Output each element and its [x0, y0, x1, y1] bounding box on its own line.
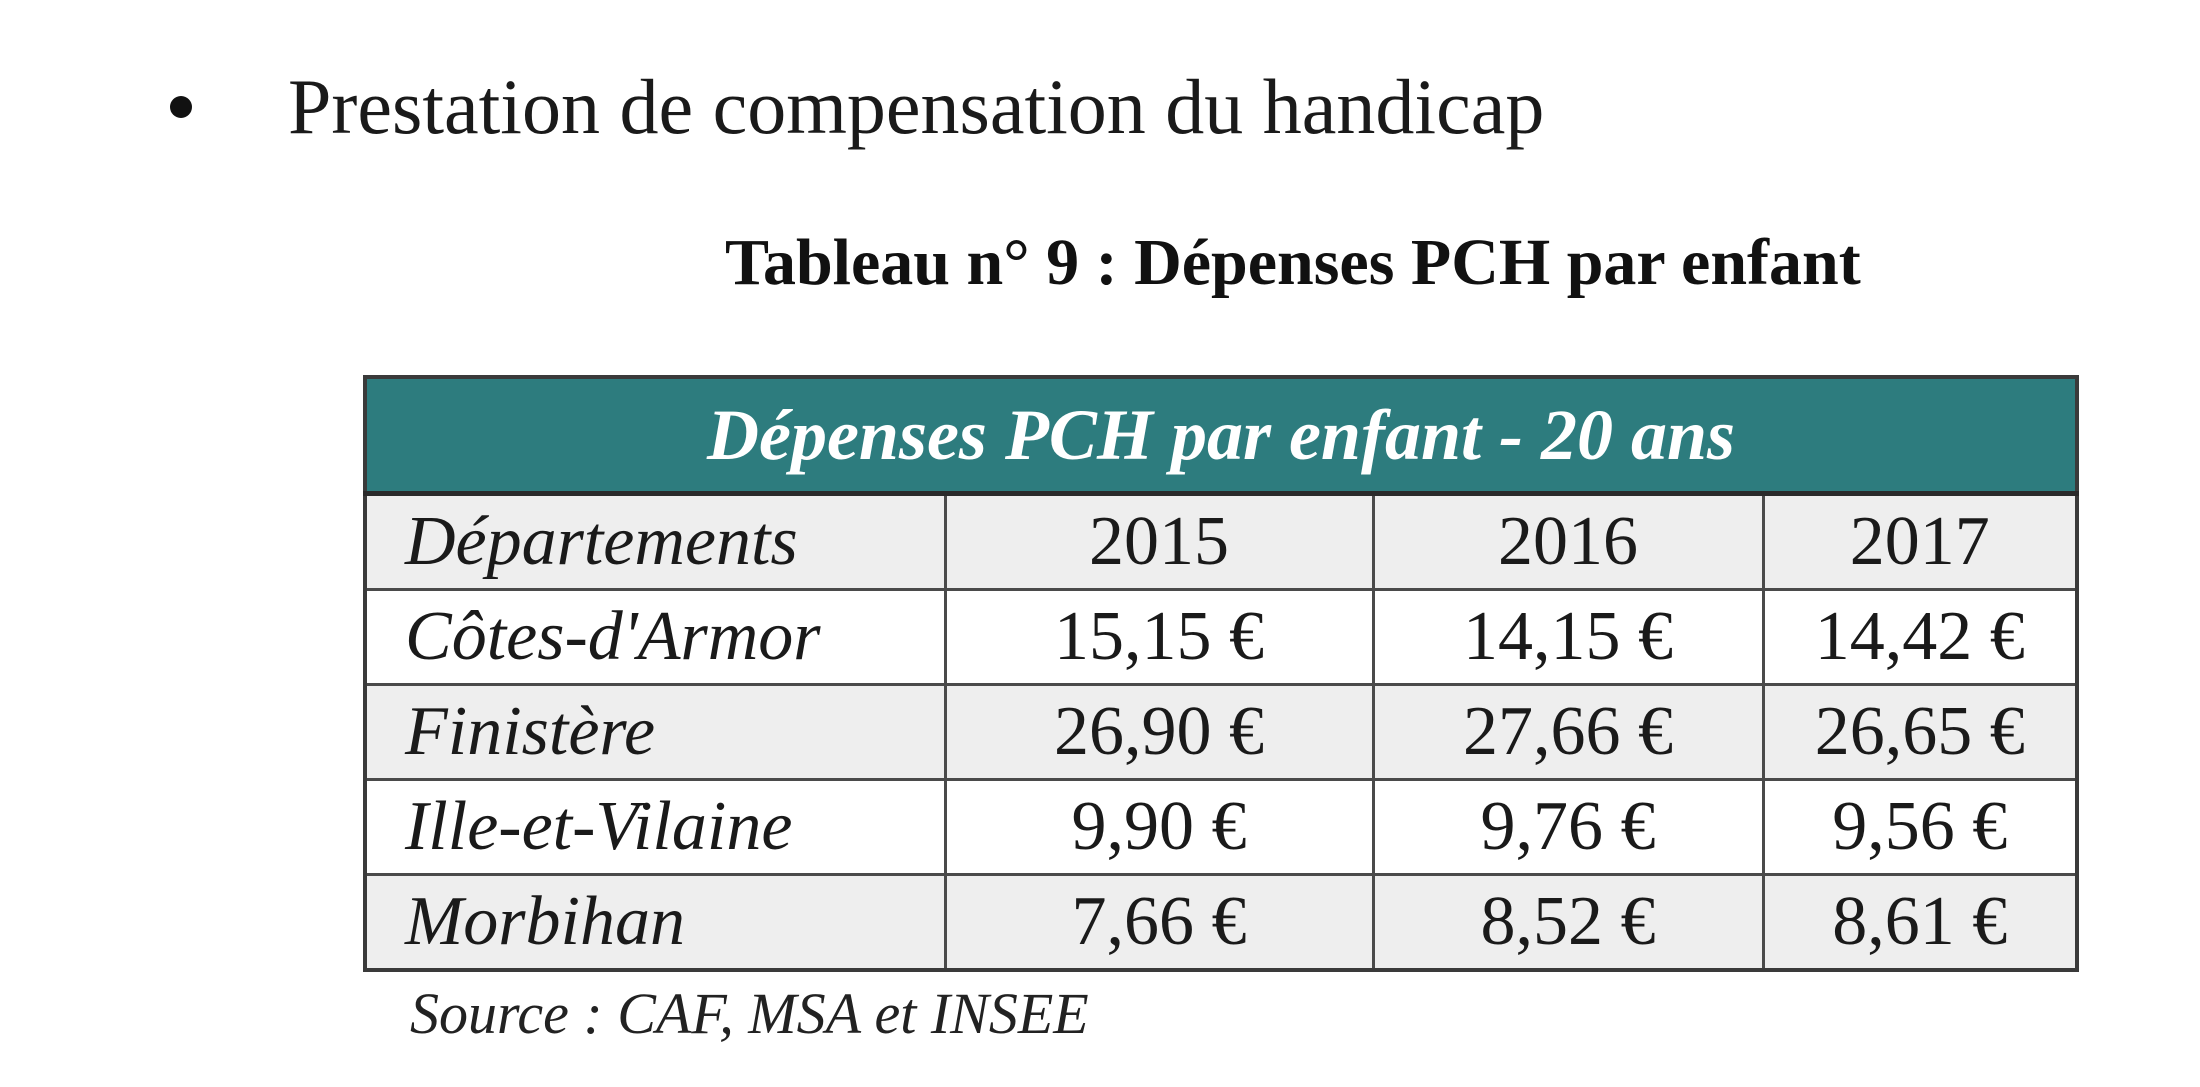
bullet-icon: [170, 96, 192, 118]
table-row: [365, 875, 2077, 971]
section-heading: Prestation de compensation du handicap: [288, 63, 1545, 150]
value-cell-2016: 9,76 €: [1373, 780, 1763, 875]
value-cell-2017: 9,56 €: [1763, 780, 2077, 875]
table-title: Dépenses PCH par enfant - 20 ans: [365, 377, 2077, 494]
table-row: [365, 780, 2077, 875]
department-cell: Ille-et-Vilaine: [365, 780, 945, 875]
table-header-row: [365, 494, 2077, 590]
source-note: Source : CAF, MSA et INSEE: [410, 981, 1089, 1046]
value-cell-2015: 7,66 €: [945, 875, 1373, 971]
value-cell-2015: 15,15 €: [945, 590, 1373, 685]
department-cell: Finistère: [365, 685, 945, 780]
pch-expenses-table: [363, 375, 2079, 972]
table-caption: Tableau n° 9 : Dépenses PCH par enfant: [725, 226, 1861, 299]
value-cell-2015: 9,90 €: [945, 780, 1373, 875]
column-header-2015: 2015: [945, 494, 1373, 590]
table-row: [365, 590, 2077, 685]
value-cell-2017: 26,65 €: [1763, 685, 2077, 780]
value-cell-2016: 8,52 €: [1373, 875, 1763, 971]
value-cell-2016: 14,15 €: [1373, 590, 1763, 685]
column-header-departements: Départements: [365, 494, 945, 590]
value-cell-2016: 27,66 €: [1373, 685, 1763, 780]
bullet-item: [170, 62, 1544, 152]
value-cell-2017: 8,61 €: [1763, 875, 2077, 971]
department-cell: Côtes-d'Armor: [365, 590, 945, 685]
value-cell-2017: 14,42 €: [1763, 590, 2077, 685]
column-header-2017: 2017: [1763, 494, 2077, 590]
department-cell: Morbihan: [365, 875, 945, 971]
value-cell-2015: 26,90 €: [945, 685, 1373, 780]
table-row: [365, 685, 2077, 780]
column-header-2016: 2016: [1373, 494, 1763, 590]
